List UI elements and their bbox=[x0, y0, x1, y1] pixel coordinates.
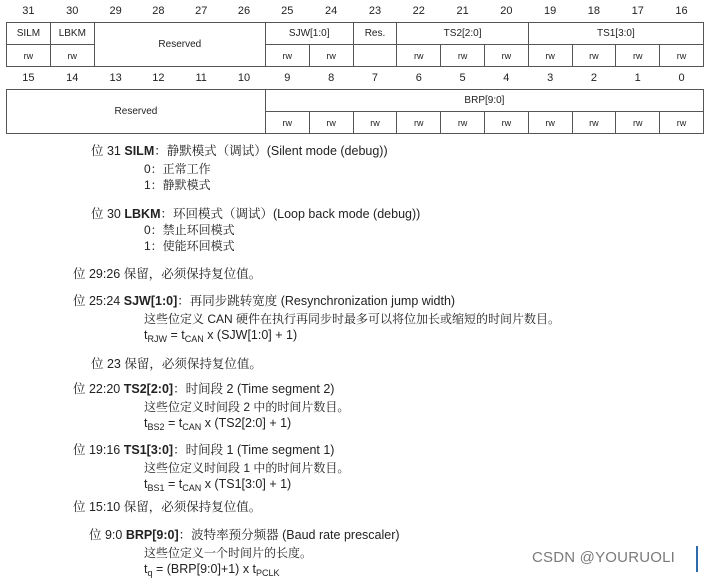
bit-number: 23 bbox=[353, 0, 397, 23]
reserved-text: 保留，必须保持复位值。 bbox=[124, 267, 262, 281]
bit-number: 5 bbox=[441, 67, 485, 90]
access-type: rw bbox=[397, 112, 441, 134]
watermark-text: CSDN @YOURUOLI bbox=[532, 549, 675, 566]
bit-number: 24 bbox=[309, 0, 353, 23]
bit-number: 19 bbox=[528, 0, 572, 23]
bit-number: 14 bbox=[50, 67, 94, 90]
lower-field-names-row bbox=[7, 90, 704, 112]
register-diagram bbox=[6, 0, 704, 134]
bit-number: 0 bbox=[660, 67, 704, 90]
access-type: rw bbox=[309, 112, 353, 134]
access-type: rw bbox=[265, 112, 309, 134]
access-type: rw bbox=[616, 112, 660, 134]
field-name: LBKM bbox=[124, 207, 160, 221]
bit-number: 11 bbox=[180, 67, 223, 90]
bit-number: 9 bbox=[265, 67, 309, 90]
option-line: 0：正常工作 bbox=[144, 162, 388, 178]
bit-number: 28 bbox=[137, 0, 180, 23]
field-ts1: TS1[3:0] bbox=[528, 23, 703, 45]
access-type: rw bbox=[484, 45, 528, 67]
desc-ts2 bbox=[73, 381, 349, 435]
bit-number: 17 bbox=[616, 0, 660, 23]
access-type: rw bbox=[397, 45, 441, 67]
bit-number: 10 bbox=[223, 67, 266, 90]
upper-bit-numbers-row bbox=[7, 0, 704, 23]
desc-reserved-29-26 bbox=[73, 266, 261, 282]
bit-range: 位 23 bbox=[91, 357, 121, 371]
field-sjw: SJW[1:0] bbox=[265, 23, 353, 45]
desc-reserved-23 bbox=[91, 356, 262, 372]
field-reserved-lower: Reserved bbox=[7, 90, 266, 134]
field-title: ：时间段 2 (Time segment 2) bbox=[173, 382, 334, 396]
field-name: SILM bbox=[124, 144, 154, 158]
access-type: rw bbox=[484, 112, 528, 134]
description-line: 这些位定义时间段 1 中的时间片数目。 bbox=[144, 461, 349, 477]
bit-number: 25 bbox=[265, 0, 309, 23]
field-title: ：静默模式（调试）(Silent mode (debug)) bbox=[154, 144, 387, 158]
option-line: 1：使能环回模式 bbox=[144, 239, 420, 255]
formula: $t_q$ = (BRP[9:0]+1) x $t_{PCLK}$ bbox=[144, 562, 400, 581]
description-line: 这些位定义 CAN 硬件在执行再同步时最多可以将位加长或缩短的时间片数目。 bbox=[144, 312, 560, 328]
field-lbkm: LBKM bbox=[50, 23, 94, 45]
access-type: rw bbox=[441, 112, 485, 134]
access-type: rw bbox=[7, 45, 51, 67]
field-title: ：再同步跳转宽度 (Resynchronization jump width) bbox=[177, 294, 455, 308]
reserved-text: 保留，必须保持复位值。 bbox=[124, 357, 262, 371]
desc-brp bbox=[89, 527, 400, 581]
access-type: rw bbox=[660, 45, 704, 67]
bit-number: 20 bbox=[484, 0, 528, 23]
access-type: rw bbox=[265, 45, 309, 67]
bit-range: 位 15:10 bbox=[73, 500, 120, 514]
register-table bbox=[6, 0, 704, 134]
field-silm: SILM bbox=[7, 23, 51, 45]
bit-number: 2 bbox=[572, 67, 616, 90]
bit-number: 7 bbox=[353, 67, 397, 90]
lower-bit-numbers-row bbox=[7, 67, 704, 90]
access-type: rw bbox=[441, 45, 485, 67]
bit-range: 位 22:20 bbox=[73, 382, 120, 396]
access-type: rw bbox=[528, 45, 572, 67]
description-line: 这些位定义一个时间片的长度。 bbox=[144, 546, 400, 562]
access-type: rw bbox=[660, 112, 704, 134]
bit-number: 6 bbox=[397, 67, 441, 90]
field-reserved-upper: Reserved bbox=[94, 23, 265, 67]
field-ts2: TS2[2:0] bbox=[397, 23, 528, 45]
access-blank bbox=[353, 45, 397, 67]
bit-number: 4 bbox=[484, 67, 528, 90]
access-type: rw bbox=[309, 45, 353, 67]
field-title: ：环回模式（调试）(Loop back mode (debug)) bbox=[160, 207, 420, 221]
bit-number: 18 bbox=[572, 0, 616, 23]
access-type: rw bbox=[572, 112, 616, 134]
bit-number: 30 bbox=[50, 0, 94, 23]
option-line: 0：禁止环回模式 bbox=[144, 223, 420, 239]
field-res: Res. bbox=[353, 23, 397, 45]
desc-ts1 bbox=[73, 442, 349, 496]
watermark-accent-bar bbox=[696, 546, 698, 572]
bit-number: 16 bbox=[660, 0, 704, 23]
access-type: rw bbox=[616, 45, 660, 67]
bit-range: 位 30 bbox=[91, 207, 121, 221]
bit-number: 29 bbox=[94, 0, 137, 23]
bit-number: 3 bbox=[528, 67, 572, 90]
bit-number: 21 bbox=[441, 0, 485, 23]
bit-number: 15 bbox=[7, 67, 51, 90]
desc-sjw bbox=[73, 293, 560, 347]
field-name: TS1[3:0] bbox=[124, 443, 173, 457]
access-type: rw bbox=[353, 112, 397, 134]
access-type: rw bbox=[572, 45, 616, 67]
bit-number: 8 bbox=[309, 67, 353, 90]
bit-number: 13 bbox=[94, 67, 137, 90]
bit-number: 22 bbox=[397, 0, 441, 23]
formula: $t_{BS1} = t_{CAN}$ x (TS1[3:0] + 1) bbox=[144, 477, 349, 497]
desc-lbkm bbox=[91, 206, 420, 254]
field-title: ：波特率预分频器 (Baud rate prescaler) bbox=[179, 528, 400, 542]
description-line: 这些位定义时间段 2 中的时间片数目。 bbox=[144, 400, 349, 416]
bit-number: 31 bbox=[7, 0, 51, 23]
bit-range: 位 31 bbox=[91, 144, 121, 158]
access-type: rw bbox=[50, 45, 94, 67]
field-name: BRP[9:0] bbox=[126, 528, 179, 542]
bit-range: 位 9:0 bbox=[89, 528, 122, 542]
reserved-text: 保留，必须保持复位值。 bbox=[124, 500, 262, 514]
field-name: TS2[2:0] bbox=[124, 382, 173, 396]
field-brp: BRP[9:0] bbox=[265, 90, 703, 112]
formula: $t_{BS2} = t_{CAN}$ x (TS2[2:0] + 1) bbox=[144, 416, 349, 436]
access-type: rw bbox=[528, 112, 572, 134]
bit-range: 位 19:16 bbox=[73, 443, 120, 457]
bit-range: 位 25:24 bbox=[73, 294, 120, 308]
desc-silm bbox=[91, 143, 388, 193]
desc-reserved-15-10 bbox=[73, 499, 261, 515]
upper-field-names-row bbox=[7, 23, 704, 45]
formula: $t_{RJW} = t_{CAN}$ x (SJW[1:0] + 1) bbox=[144, 328, 560, 348]
bit-number: 27 bbox=[180, 0, 223, 23]
bit-number: 1 bbox=[616, 67, 660, 90]
bit-number: 12 bbox=[137, 67, 180, 90]
field-name: SJW[1:0] bbox=[124, 294, 177, 308]
bit-range: 位 29:26 bbox=[73, 267, 120, 281]
field-title: ：时间段 1 (Time segment 1) bbox=[173, 443, 334, 457]
bit-number: 26 bbox=[223, 0, 266, 23]
option-line: 1：静默模式 bbox=[144, 178, 388, 194]
